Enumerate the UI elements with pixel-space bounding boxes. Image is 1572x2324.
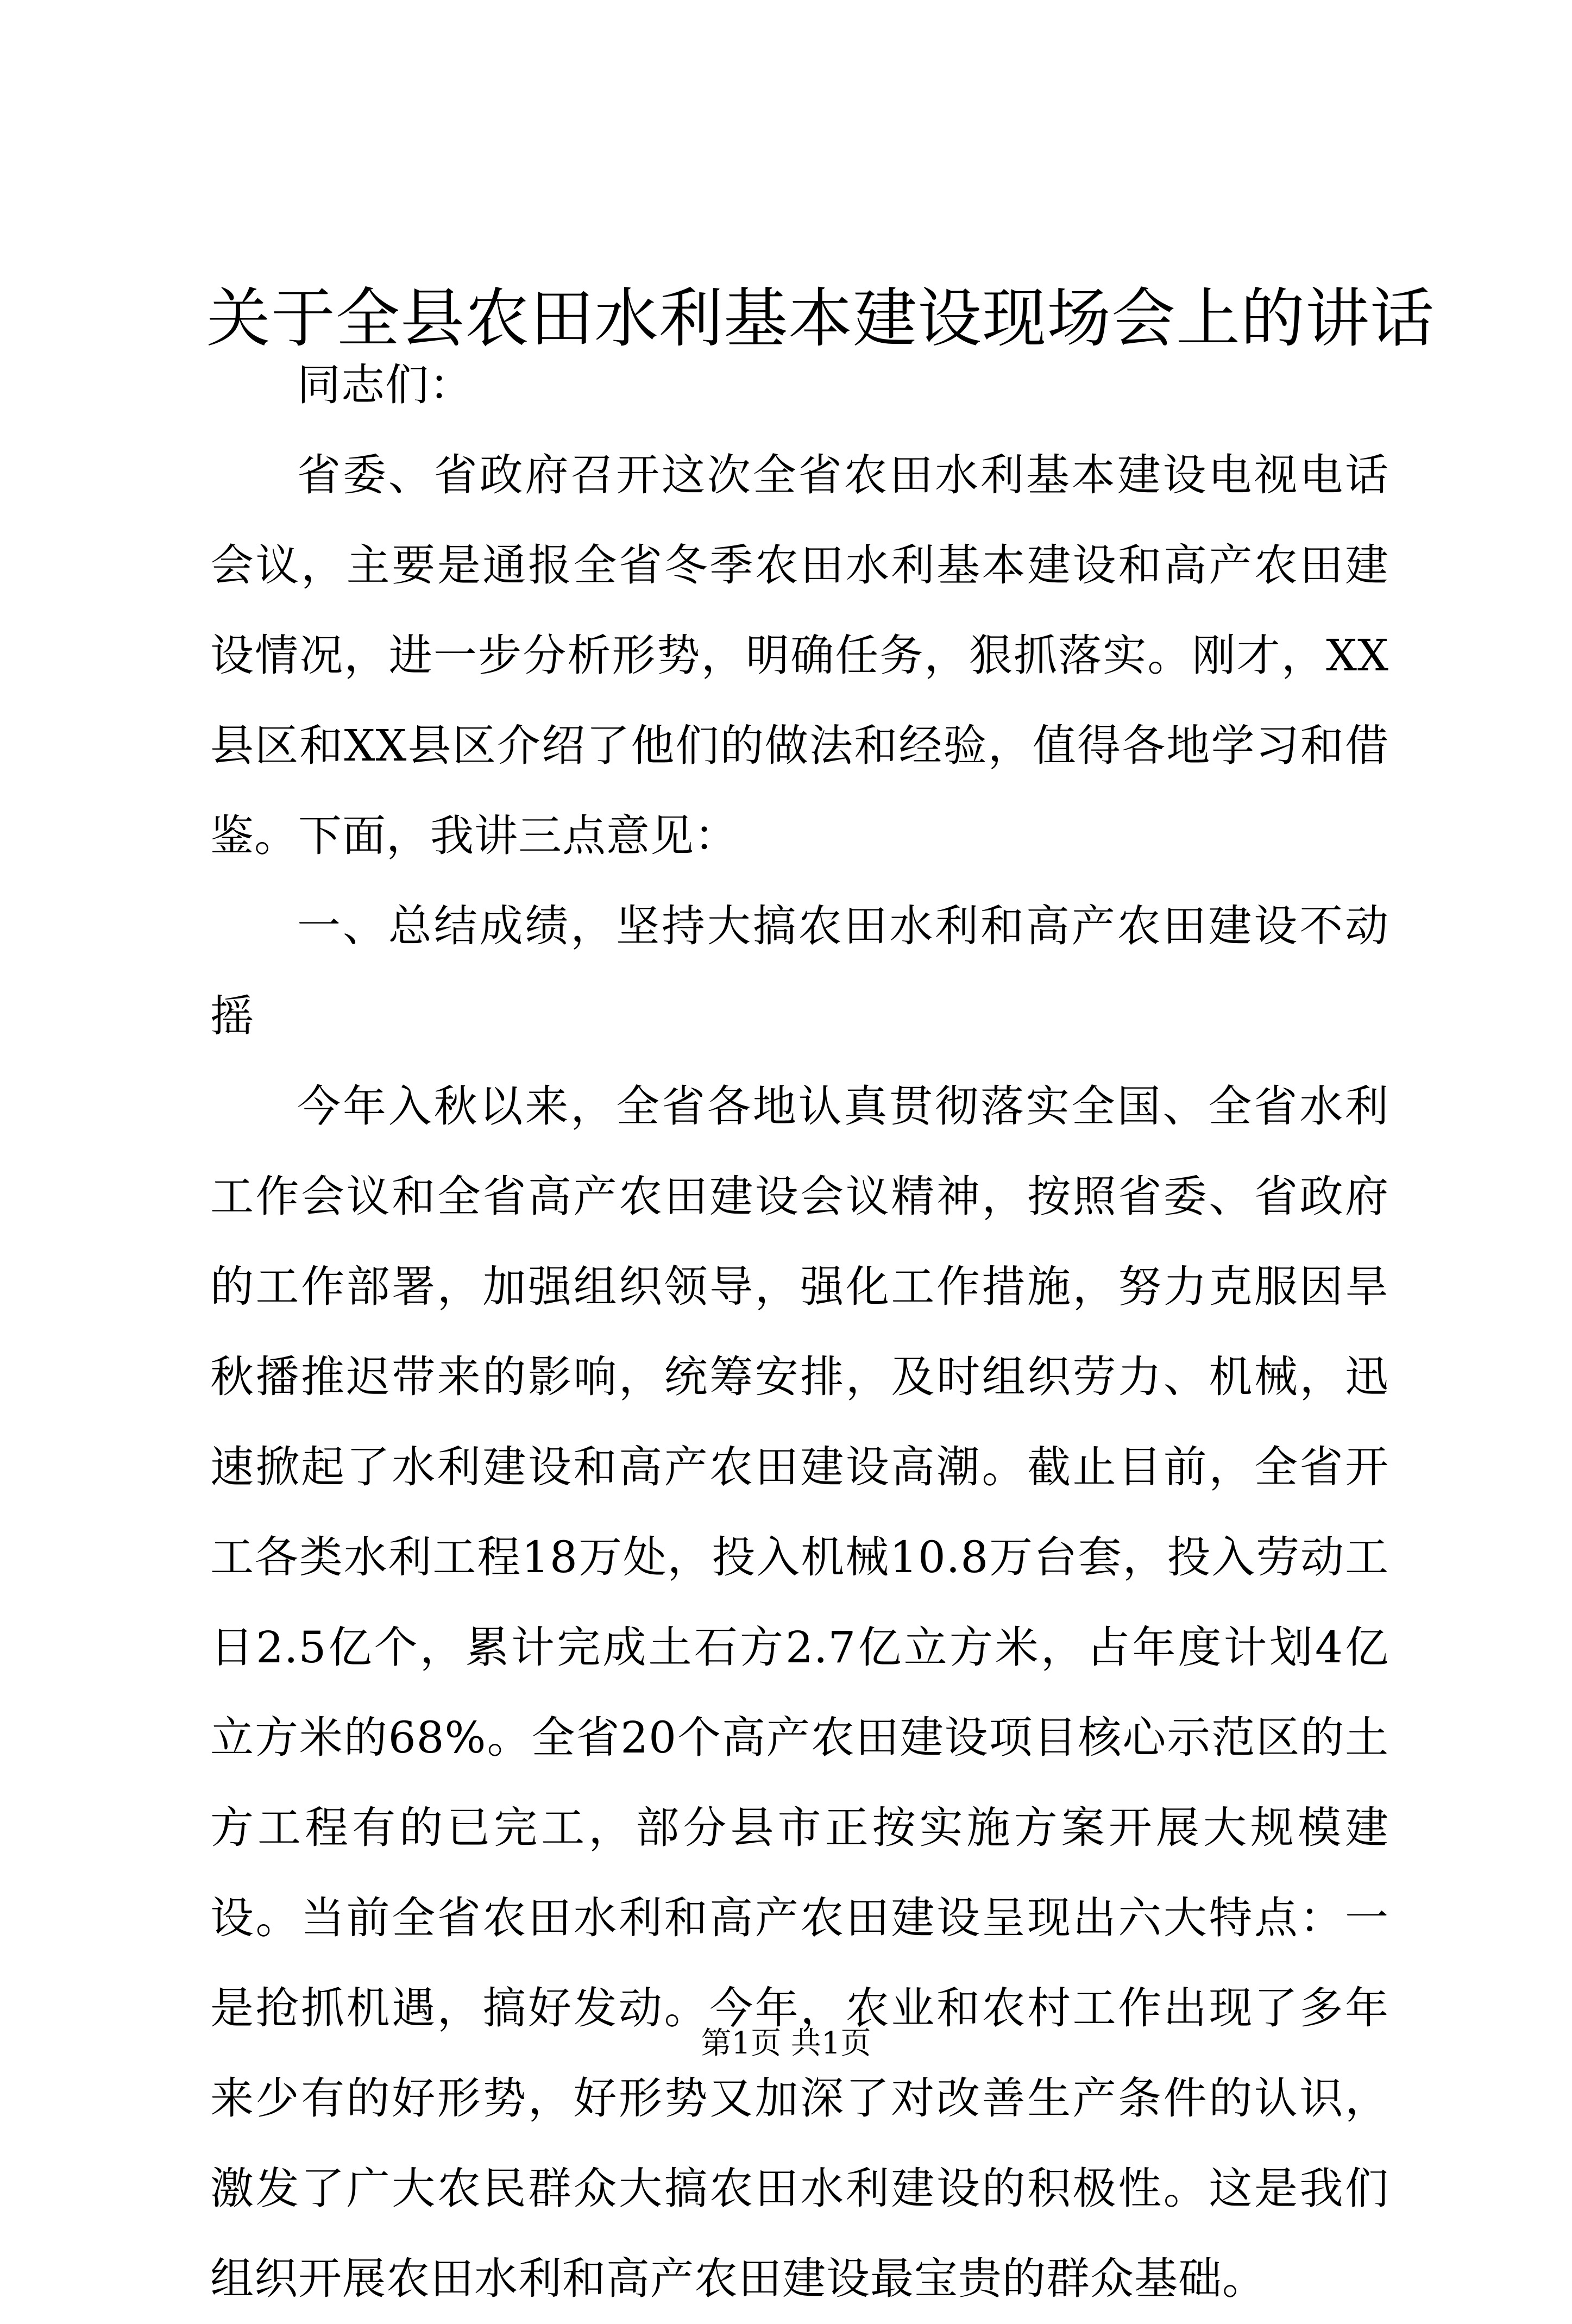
salutation-paragraph: 同志们： — [297, 360, 473, 410]
section-heading: 一、总结成绩，坚持大搞农田水利和高产农田建设不动摇 — [210, 901, 1389, 1041]
page-footer: 第1页 共1页 — [701, 2026, 871, 2061]
intro-paragraph: 省委、省政府召开这次全省农田水利基本建设电视电话会议，主要是通报全省冬季农田水利基本建设和高产农田建设情况，进一步分析形势，明确任务，狠抓落实。刚才，XX县区和XX县区介绍了他们的做法和经验，值得各地学习和借鉴。下面，我讲三点意见： — [210, 450, 1389, 861]
document-title: 关于全县农田水利基本建设现场会上的讲话 — [206, 281, 1435, 356]
body-paragraph: 今年入秋以来，全省各地认真贯彻落实全国、全省水利工作会议和全省高产农田建设会议精神，按照省委、省政府的工作部署，加强组织领导，强化工作措施，努力克服因旱秋播推迟带来的影响，统筹安排，及时组织劳力、机械，迅速掀起了水利建设和高产农田建设高潮。截止目前，全省开工各类水利工程18万处，投入机械10.8万台套，投入劳动工日2.5亿个，累计完成土石方2.7亿立方米，占年度计划4亿立方米的68%。全省20个高产农田建设项目核心示范区的土方工程有的已完工，部分县市正按实施方案开展大规模建设。当前全省农田水利和高产农田建设呈现出六大特点：一是抢抓机遇，搞好发动。今年，农业和农村工作出现了多年来少有的好形势，好形势又加深了对改善生产条件的认识，激发了广大农民群众大搞农田水利建设的积极性。这是我们组织开展农田水利和高产农田建设最宝贵的群众基础。 — [210, 1081, 1389, 2304]
